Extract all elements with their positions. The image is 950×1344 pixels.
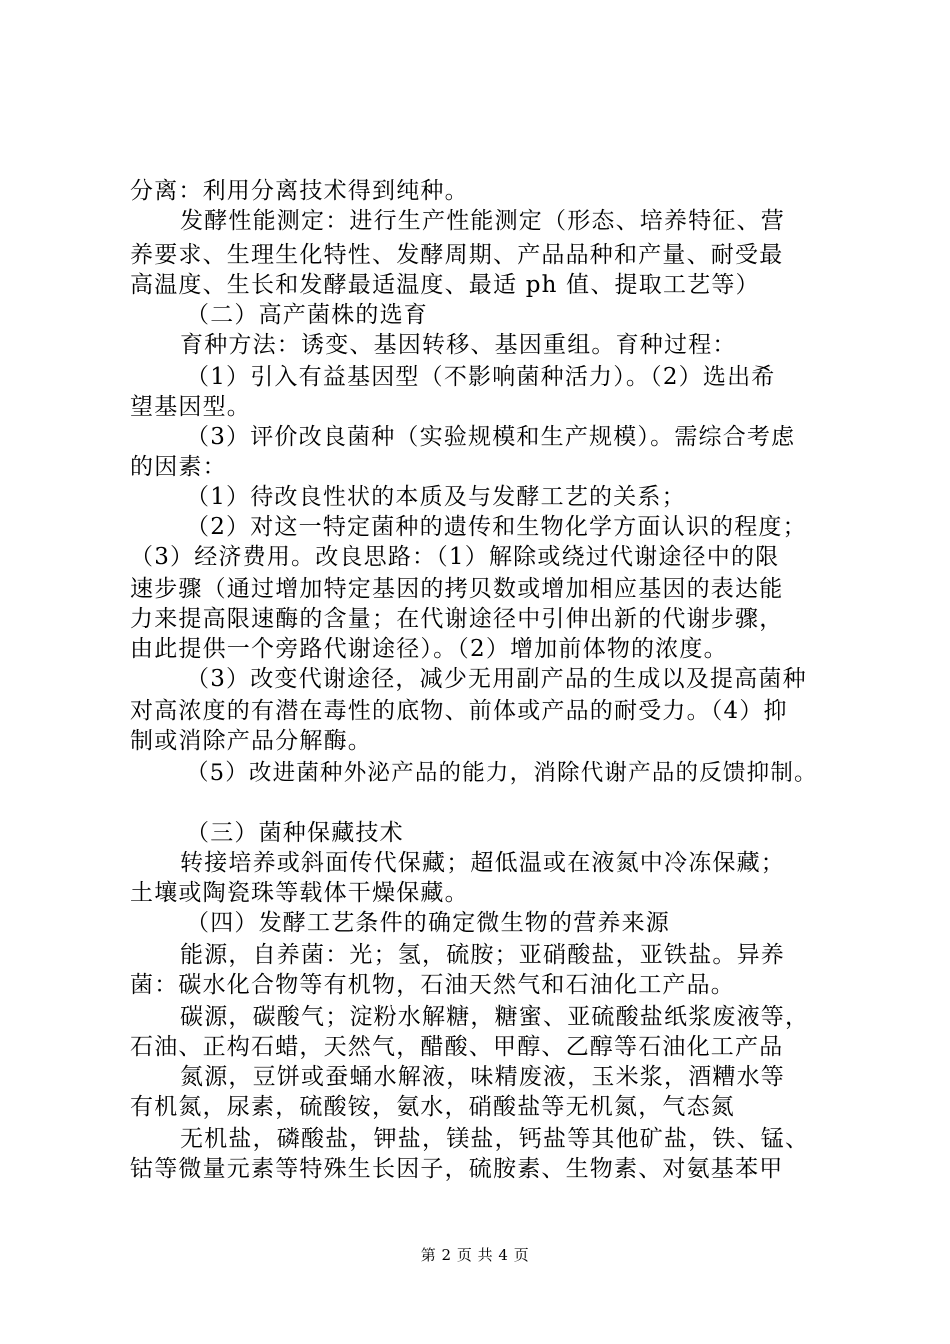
- text-line: 养要求、生理生化特性、发酵周期、产品品种和产量、耐受最: [130, 242, 784, 268]
- text-line: 土壤或陶瓷珠等载体干燥保藏。: [130, 880, 469, 906]
- section-heading: （三）菌种保藏技术: [186, 820, 404, 846]
- text-line: 菌：碳水化合物等有机物，石油天然气和石油化工产品。: [130, 972, 735, 998]
- text-line: （1）引入有益基因型（不影响菌种活力）。（2）选出希: [186, 364, 776, 390]
- text-line: 发酵性能测定：进行生产性能测定（形态、培养特征、营: [180, 208, 785, 234]
- text-line: （1）待改良性状的本质及与发酵工艺的关系；: [186, 484, 686, 510]
- section-heading: （二）高产菌株的选育: [186, 302, 428, 328]
- text-line: 对高浓度的有潜在毒性的底物、前体或产品的耐受力。（4）抑: [130, 698, 788, 724]
- text-line: 制或消除产品分解酶。: [130, 728, 372, 754]
- text-line: 望基因型。: [130, 394, 251, 420]
- text-line: 无机盐，磷酸盐，钾盐，镁盐，钙盐等其他矿盐，铁、锰、: [180, 1126, 810, 1152]
- text-line: 转接培养或斜面传代保藏；超低温或在液氮中冷冻保藏；: [180, 850, 785, 876]
- text-line: （5）改进菌种外泌产品的能力，消除代谢产品的反馈抑制。: [186, 760, 818, 786]
- text-line: 由此提供一个旁路代谢途径）。（2）增加前体物的浓度。: [130, 636, 728, 662]
- text-line: 氮源，豆饼或蚕蛹水解液，味精废液，玉米浆，酒糟水等: [180, 1064, 785, 1090]
- text-line: （3）经济费用。改良思路：（1）解除或绕过代谢途径中的限: [130, 544, 780, 570]
- text-line: 育种方法：诱变、基因转移、基因重组。育种过程：: [180, 332, 737, 358]
- text-line: 能源，自养菌：光；氢，硫胺；亚硝酸盐，亚铁盐。异养: [180, 942, 785, 968]
- text-line: 速步骤（通过增加特定基因的拷贝数或增加相应基因的表达能: [130, 576, 784, 602]
- text-line: 有机氮，尿素，硫酸铵，氨水，硝酸盐等无机氮，气态氮: [130, 1094, 735, 1120]
- section-heading: （四）发酵工艺条件的确定微生物的营养来源: [186, 910, 670, 936]
- text-line: 高温度、生长和发酵最适温度、最适 ph 值、提取工艺等）: [130, 272, 760, 298]
- text-line: 钴等微量元素等特殊生长因子，硫胺素、生物素、对氨基苯甲: [130, 1156, 784, 1182]
- text-line: 分离：利用分离技术得到纯种。: [130, 178, 469, 204]
- text-line: （3）改变代谢途径，减少无用副产品的生成以及提高菌种: [186, 666, 807, 692]
- text-line: 石油、正构石蜡，天然气，醋酸、甲醇、乙醇等石油化工产品: [130, 1034, 784, 1060]
- text-line: （3）评价改良菌种（实验规模和生产规模）。需综合考虑: [186, 424, 796, 450]
- text-line: 力来提高限速酶的含量；在代谢途径中引伸出新的代谢步骤，: [130, 606, 784, 632]
- text-line: 碳源，碳酸气；淀粉水解糖，糖蜜、亚硫酸盐纸浆废液等，: [180, 1004, 810, 1030]
- text-line: （2）对这一特定菌种的遗传和生物化学方面认识的程度；: [186, 514, 807, 540]
- page-number-footer: 第 2 页 共 4 页: [420, 1246, 530, 1264]
- text-line: 的因素：: [130, 454, 227, 480]
